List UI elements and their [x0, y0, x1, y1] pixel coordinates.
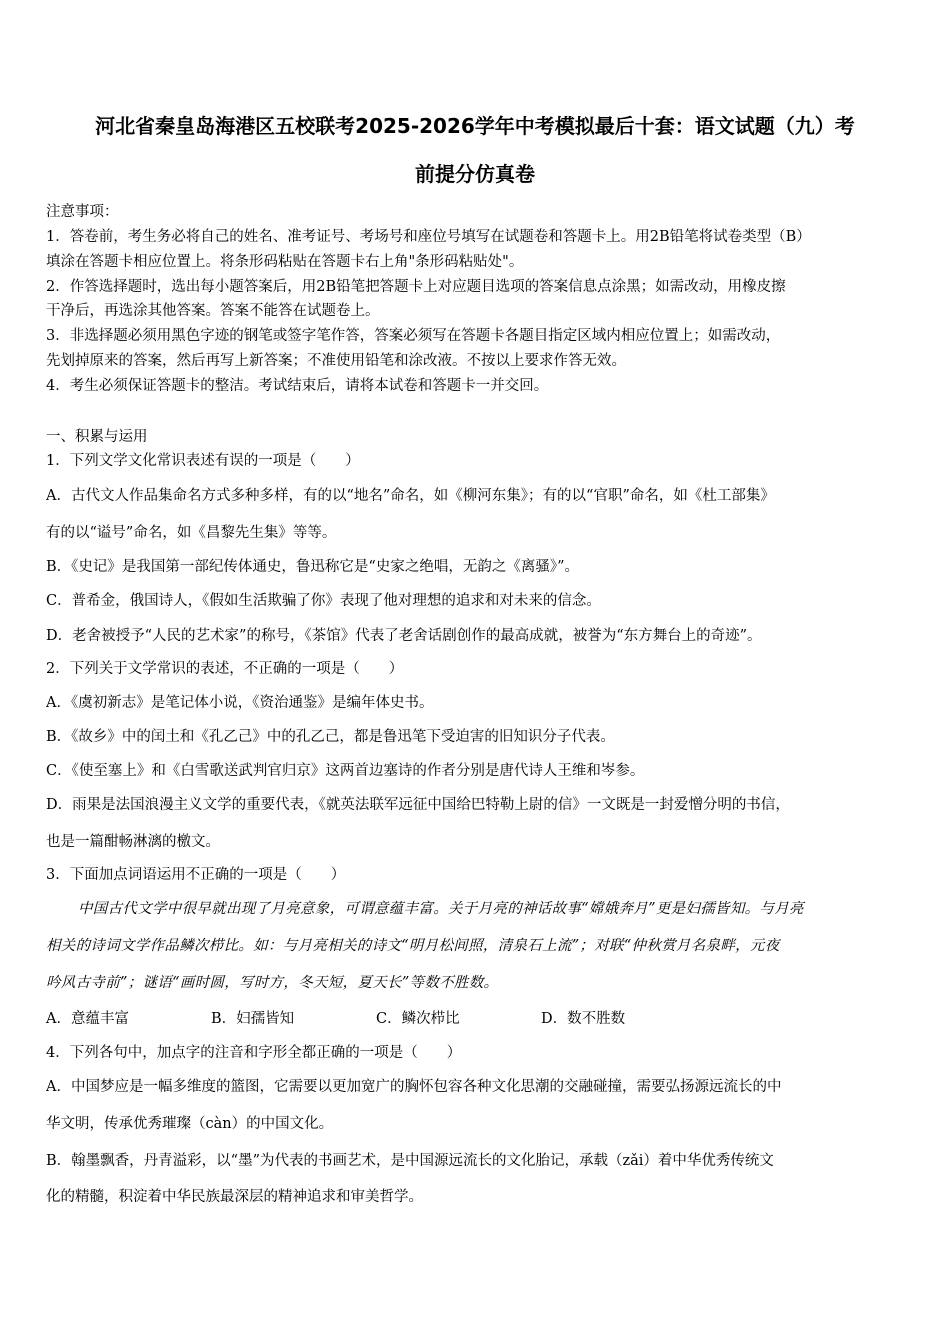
q2-option-d-cont: 也是一篇酣畅淋漓的檄文。 — [46, 834, 220, 850]
q3-choice-c: C．鳞次栉比 — [376, 1011, 460, 1027]
q3-choice-a: A．意蕴丰富 — [46, 1011, 129, 1027]
notice-line: 先划掉原来的答案，然后再写上新答案；不准使用铅笔和涂改液。不按以上要求作答无效。 — [46, 353, 626, 369]
notice-heading: 注意事项： — [46, 204, 119, 220]
section-heading: 一、积累与运用 — [46, 429, 148, 445]
notice-line: 2．作答选择题时，选出每小题答案后，用2B铅笔把答题卡上对应题目选项的答案信息点涂黑；如需改动，用橡皮擦 — [46, 279, 786, 295]
page-title-line1: 河北省秦皇岛海港区五校联考2025-2026学年中考模拟最后十套：语文试题（九）考 — [95, 114, 855, 138]
q3-stem: 3．下面加点词语运用不正确的一项是（ ） — [46, 867, 346, 883]
q2-stem: 2．下列关于文学常识的表述，不正确的一项是（ ） — [46, 661, 404, 677]
q2-option-a: A．《虞初新志》是笔记体小说，《资治通鉴》是编年体史书。 — [46, 695, 434, 711]
q3-choices — [46, 1009, 906, 1029]
q4-option-b: B．翰墨飘香，丹青溢彩，以“墨”为代表的书画艺术，是中国源远流长的文化胎记，承载（zǎi）着中华优秀传统文 — [46, 1153, 774, 1169]
q3-choice-d: D．数不胜数 — [541, 1011, 626, 1027]
q1-option-b: B．《史记》是我国第一部纪传体通史，鲁迅称它是“史家之绝唱，无韵之《离骚》”。 — [46, 559, 579, 575]
q4-option-b-cont: 化的精髓，积淀着中华民族最深层的精神追求和审美哲学。 — [46, 1189, 423, 1205]
q1-option-d: D．老舍被授予“人民的艺术家”的称号，《茶馆》代表了老舍话剧创作的最高成就，被誉为“东方舞台上的奇迹”。 — [46, 628, 762, 644]
notice-line: 3．非选择题必须用黑色字迹的钢笔或签字笔作答，答案必须写在答题卡各题目指定区域内相应位置上；如需改动， — [46, 328, 781, 344]
q3-passage: 中国古代文学中很早就出现了月亮意象，可谓意蕴丰富。关于月亮的神话故事“嫦娥奔月”更是妇孺皆知。与月亮 — [78, 901, 804, 917]
q2-option-c: C．《使至塞上》和《白雪歌送武判官归京》这两首边塞诗的作者分别是唐代诗人王维和岑参。 — [46, 763, 645, 779]
q2-option-b: B．《故乡》中的闰土和《孔乙己》中的孔乙己，都是鲁迅笔下受迫害的旧知识分子代表。 — [46, 729, 615, 745]
notice-line: 干净后，再选涂其他答案。答案不能答在试题卷上。 — [46, 303, 380, 319]
q4-option-a: A．中国梦应是一幅多维度的篮图，它需要以更加宽广的胸怀包容各种文化思潮的交融碰撞，需要弘扬源远流长的中 — [46, 1079, 782, 1095]
q3-passage: 吟风古寺前”；谜语“画时圆，写时方，冬天短，夏天长”等数不胜数。 — [46, 975, 499, 991]
q1-stem: 1．下列文学文化常识表述有误的一项是（ ） — [46, 453, 360, 469]
q4-option-a-cont: 华文明，传承优秀璀璨（càn）的中国文化。 — [46, 1116, 334, 1132]
q2-option-d: D．雨果是法国浪漫主义文学的重要代表，《就英法联军远征中国给巴特勒上尉的信》一文既是一封爱憎分明的书信， — [46, 797, 790, 813]
notice-line: 4．考生必须保证答题卡的整洁。考试结束后，请将本试卷和答题卡一并交回。 — [46, 378, 549, 394]
q4-stem: 4．下列各句中，加点字的注音和字形全都正确的一项是（ ） — [46, 1045, 462, 1061]
q3-passage: 相关的诗词文学作品鳞次栉比。如：与月亮相关的诗文“明月松间照，清泉石上流”；对联“仲秋赏月名泉畔，元夜 — [46, 938, 780, 954]
notice-line: 填涂在答题卡相应位置上。将条形码粘贴在答题卡右上角"条形码粘贴处"。 — [46, 254, 524, 270]
page-title-line2: 前提分仿真卷 — [415, 162, 535, 186]
q1-option-a: A．古代文人作品集命名方式多种多样，有的以“地名”命名，如《柳河东集》；有的以“官职”命名，如《杜工部集》 — [46, 488, 775, 504]
q3-choice-b: B．妇孺皆知 — [211, 1011, 295, 1027]
q1-option-a-cont: 有的以“谥号”命名，如《昌黎先生集》等等。 — [46, 525, 337, 541]
q1-option-c: C．普希金，俄国诗人，《假如生活欺骗了你》表现了他对理想的追求和对未来的信念。 — [46, 593, 601, 609]
notice-line: 1．答卷前，考生务必将自己的姓名、准考证号、考场号和座位号填写在试题卷和答题卡上。用2B铅笔将试卷类型（B） — [46, 229, 811, 245]
